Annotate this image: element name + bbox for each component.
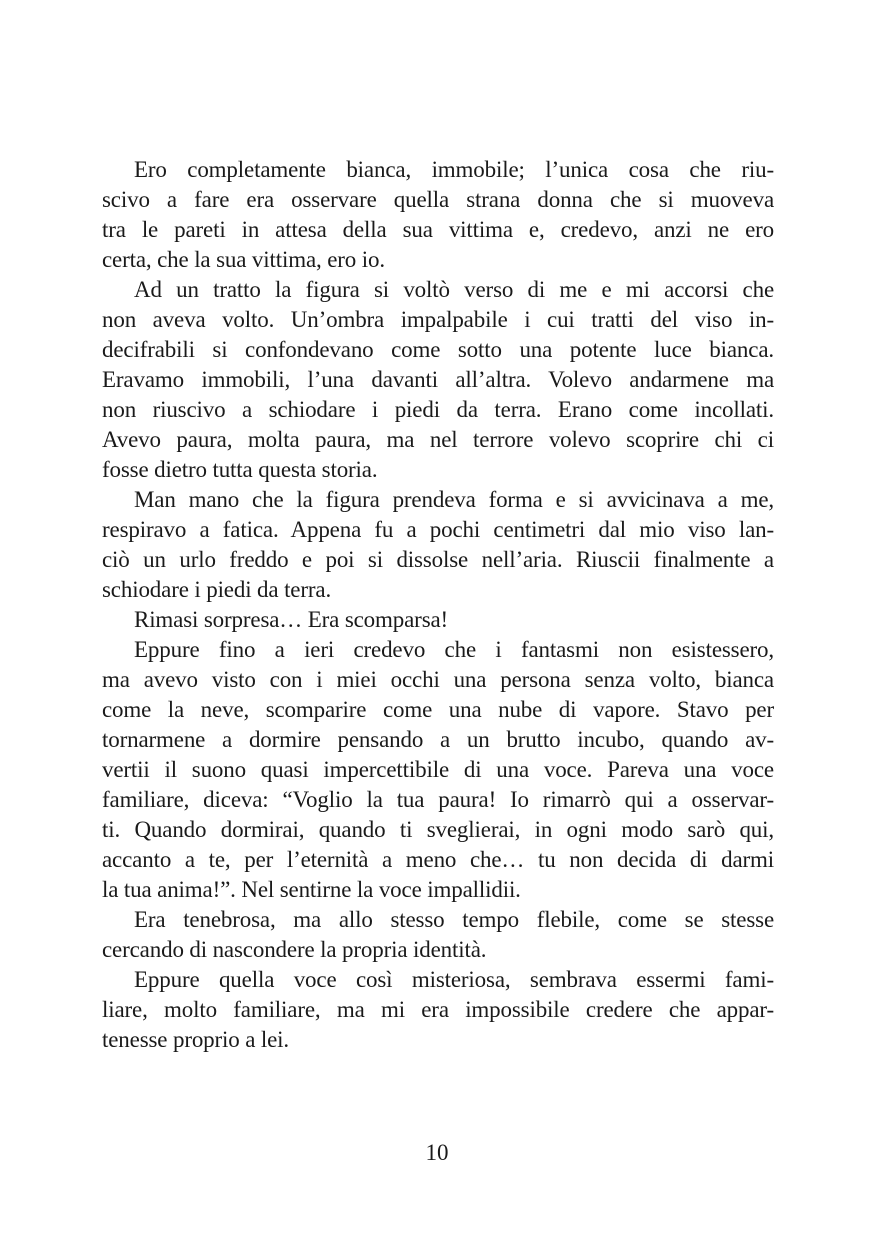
- text-line: Ero completamente bianca, immobile; l’unica cosa che riu-: [134, 157, 774, 182]
- text-line: cercando di nascondere la propria identità.: [102, 937, 487, 962]
- text-line: Rimasi sorpresa… Era scomparsa!: [134, 607, 449, 632]
- text-line: Eravamo immobili, l’una davanti all’altra. Volevo andarmene ma: [102, 367, 774, 392]
- text-line: tenesse proprio a lei.: [102, 1027, 290, 1052]
- text-line: tra le pareti in attesa della sua vittima e, credevo, anzi ne ero: [102, 217, 774, 242]
- text-line: la tua anima!”. Nel sentirne la voce impallidii.: [102, 877, 521, 902]
- text-line: Avevo paura, molta paura, ma nel terrore volevo scoprire chi ci: [102, 427, 774, 452]
- paragraph: [102, 905, 774, 965]
- text-line: liare, molto familiare, ma mi era impossibile credere che appar-: [102, 997, 774, 1022]
- text-line: ti. Quando dormirai, quando ti sveglierai, in ogni modo sarò qui,: [102, 817, 774, 842]
- text-line: decifrabili si confondevano come sotto una potente luce bianca.: [102, 337, 774, 362]
- text-line: accanto a te, per l’eternità a meno che… tu non decida di darmi: [102, 847, 774, 872]
- text-line: come la neve, scomparire come una nube di vapore. Stavo per: [102, 697, 774, 722]
- paragraph: [102, 275, 774, 485]
- paragraph: [102, 605, 774, 635]
- paragraph: [102, 965, 774, 1055]
- page-number: 10: [425, 1140, 449, 1165]
- page-body-text: [102, 155, 774, 1055]
- text-line: respiravo a fatica. Appena fu a pochi centimetri dal mio viso lan-: [102, 517, 774, 542]
- text-line: Man mano che la figura prendeva forma e si avvicinava a me,: [134, 487, 774, 512]
- paragraph: [102, 635, 774, 905]
- text-line: ciò un urlo freddo e poi si dissolse nell’aria. Riuscii finalmente a: [102, 547, 774, 572]
- text-line: familiare, diceva: “Voglio la tua paura! Io rimarrò qui a osservar-: [102, 787, 774, 812]
- text-line: vertii il suono quasi impercettibile di una voce. Pareva una voce: [102, 757, 774, 782]
- text-line: ma avevo visto con i miei occhi una persona senza volto, bianca: [102, 667, 774, 692]
- text-line: tornarmene a dormire pensando a un brutto incubo, quando av-: [102, 727, 774, 752]
- text-line: non riuscivo a schiodare i piedi da terra. Erano come incollati.: [102, 397, 774, 422]
- text-line: Era tenebrosa, ma allo stesso tempo flebile, come se stesse: [134, 907, 774, 932]
- text-line: certa, che la sua vittima, ero io.: [102, 247, 385, 272]
- text-line: Eppure quella voce così misteriosa, sembrava essermi fami-: [134, 967, 774, 992]
- paragraph: [102, 155, 774, 275]
- text-line: Ad un tratto la figura si voltò verso di me e mi accorsi che: [134, 277, 774, 302]
- text-line: Eppure fino a ieri credevo che i fantasmi non esistessero,: [134, 637, 774, 662]
- text-line: schiodare i piedi da terra.: [102, 577, 332, 602]
- paragraph: [102, 485, 774, 605]
- text-line: fosse dietro tutta questa storia.: [102, 457, 378, 482]
- text-line: non aveva volto. Un’ombra impalpabile i cui tratti del viso in-: [102, 307, 774, 332]
- text-line: scivo a fare era osservare quella strana donna che si muoveva: [102, 187, 774, 212]
